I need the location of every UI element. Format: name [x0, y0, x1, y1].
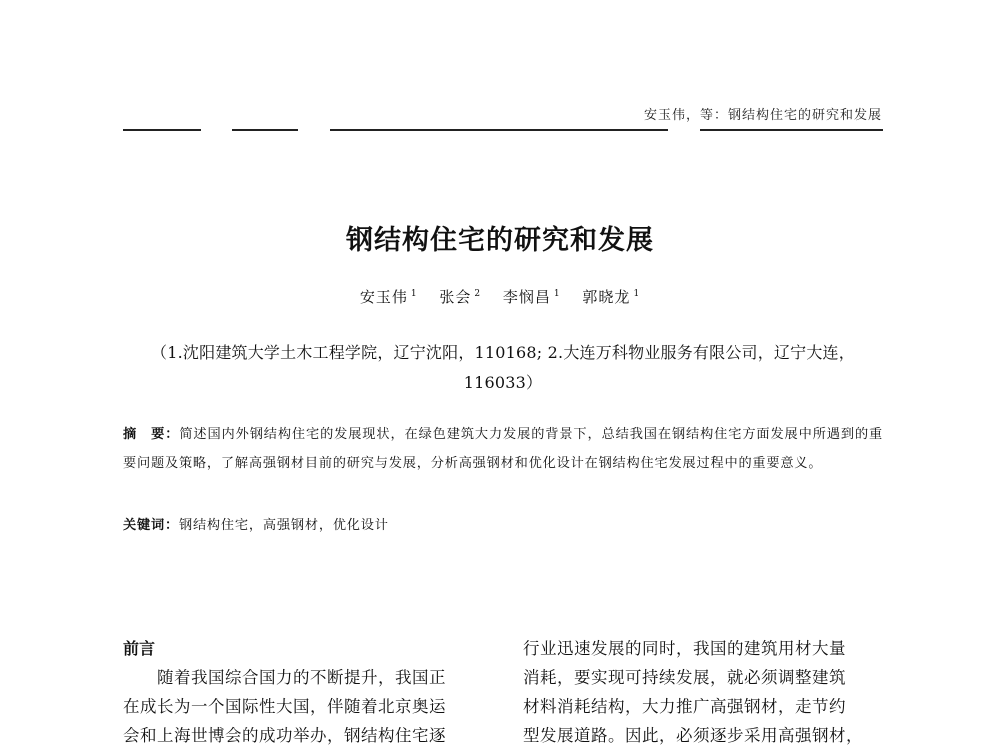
author-name: 郭晓龙 — [582, 288, 631, 306]
running-header: 安玉伟，等：钢结构住宅的研究和发展 — [643, 108, 882, 123]
body-line: 材料消耗结构，大力推广高强钢材，走节约 — [523, 697, 846, 716]
author — [582, 288, 640, 306]
keywords-label: 关键词： — [123, 518, 179, 533]
body-line: 型发展道路。因此，必须逐步采用高强钢材， — [523, 726, 863, 745]
body-line: 消耗，要实现可持续发展，就必须调整建筑 — [523, 668, 846, 687]
author — [503, 288, 561, 306]
author-list — [0, 286, 1000, 307]
keywords — [123, 511, 883, 540]
abstract-label: 摘 要： — [123, 427, 180, 442]
author-name: 安玉伟 — [359, 288, 408, 306]
header-rule-segment — [232, 129, 298, 131]
author — [360, 288, 418, 306]
affiliation-mark: 2 — [474, 289, 482, 299]
affiliation-mark: 1 — [410, 289, 418, 299]
affiliation-mark: 1 — [633, 289, 641, 299]
body-line: 在成长为一个国际性大国，伴随着北京奥运 — [123, 697, 446, 716]
body-line: 会和上海世博会的成功举办，钢结构住宅逐 — [123, 726, 446, 745]
header-rule-segment — [123, 129, 201, 131]
body-line: 随着我国综合国力的不断提升，我国正 — [157, 668, 446, 687]
header-rule-segment — [700, 129, 883, 131]
author-name: 张会 — [439, 288, 472, 306]
body-column-right — [523, 634, 885, 750]
body-line: 行业迅速发展的同时，我国的建筑用材大量 — [523, 639, 846, 658]
abstract-text: 简述国内外钢结构住宅的发展现状，在绿色建筑大力发展的背景下，总结我国在钢结构住宅方面发展中所遇到的重要问题及策略，了解高强钢材目前的研究与发展，分析高强钢材和优化设计在钢结构住宅发展过程中的重要意义。 — [123, 427, 884, 471]
keywords-text: 钢结构住宅，高强钢材，优化设计 — [178, 518, 389, 533]
header-rule-segment — [330, 129, 668, 131]
author-name: 李悯昌 — [502, 288, 551, 306]
abstract — [123, 420, 883, 478]
body-column-left — [123, 634, 485, 750]
section-heading: 前言 — [123, 639, 156, 658]
affiliation: （1.沈阳建筑大学土木工程学院，辽宁沈阳，110168; 2.大连万科物业服务有限公司，辽宁大连，116033） — [151, 343, 855, 392]
author — [439, 288, 481, 306]
affiliation-mark: 1 — [553, 289, 561, 299]
paper-title: 钢结构住宅的研究和发展 — [346, 225, 654, 256]
